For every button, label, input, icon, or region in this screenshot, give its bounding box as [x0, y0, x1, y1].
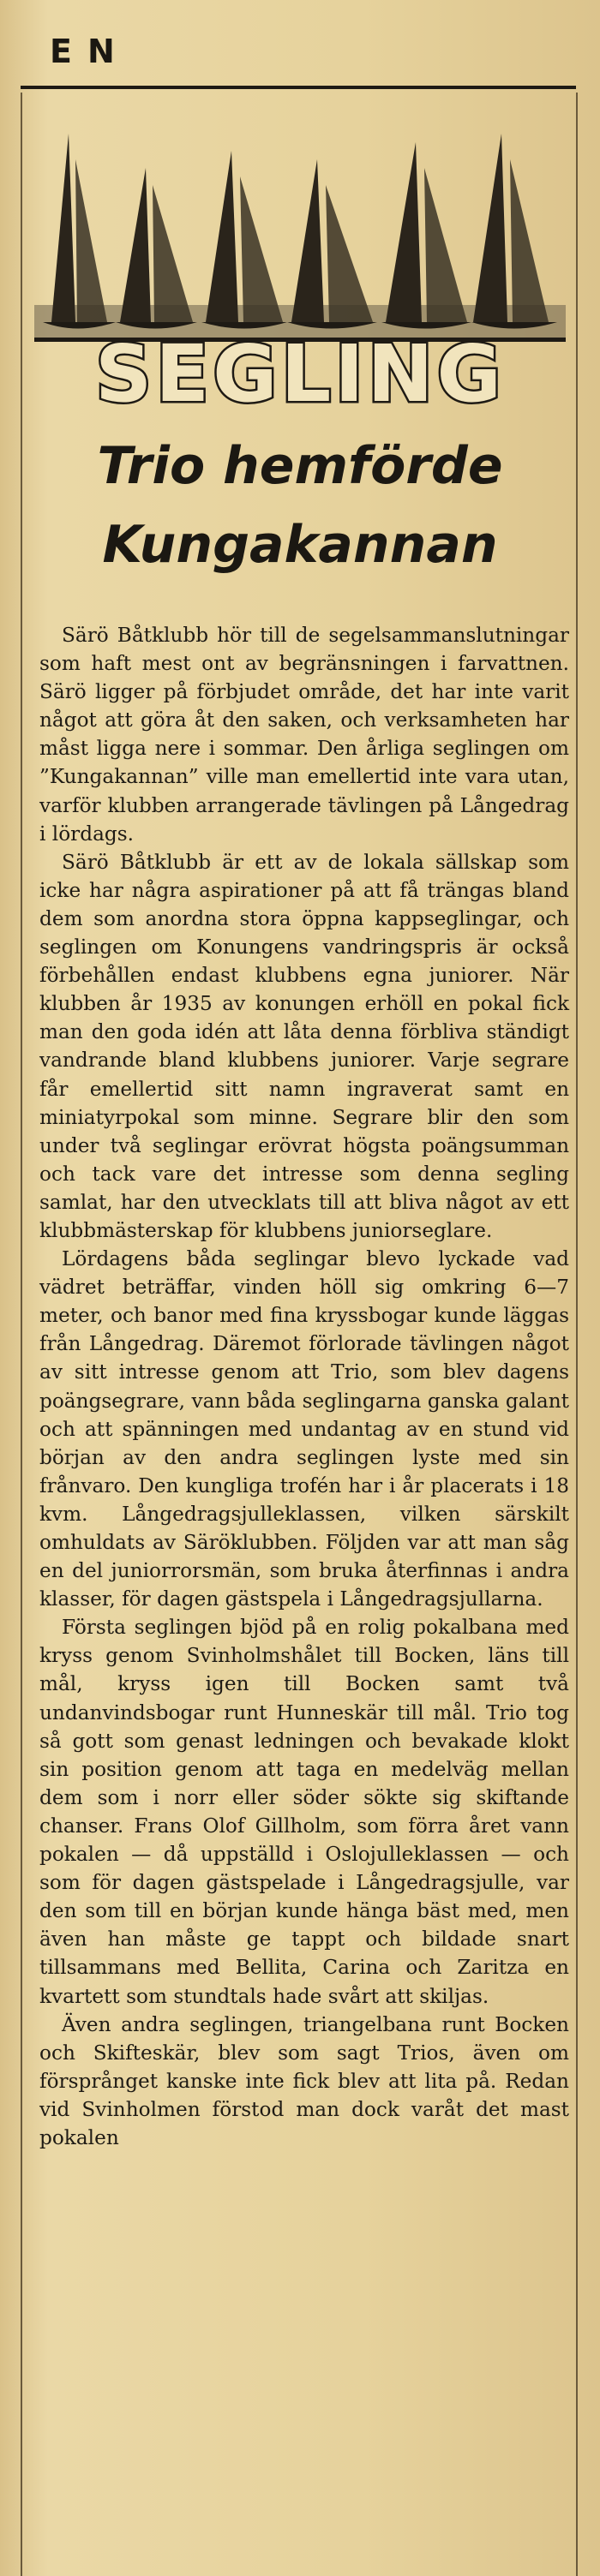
article-paragraph: Särö Båtklubb hör till de segelsammanslutningar som haft mest ont av begränsningen i farvattnen. Särö ligger på förbjudet område, det har inte varit något att göra åt den saken, och verksamheten har måst ligga nere i sommar. Den årliga seglingen om ”Kungakannan” ville man emellertid inte vara utan, varför klubben arrangerade tävlingen på Långedrag i lördags.: [39, 624, 569, 846]
logo-word: SEGLING: [95, 328, 505, 412]
headline-line-1: Trio hemförde: [97, 436, 503, 496]
article-paragraph: Lördagens båda seglingar blevo lyckade vad vädret beträffar, vinden höll sig omkring 6—7 meter, och banor med fina kryssbogar kunde läggas från Långedrag. Däremot förlorade tävlingen något av sitt intresse genom att Trio, som blev dagens poängsegrare, vann båda seglingarna ganska galant och att spänningen med undantag av en stund vid början av den andra seglingen lyste med sin frånvaro. Den kungliga trofén har i år placerats i 18 kvm. Långedragsjulleklassen, vilken särskilt omhuldats av Säröklubben. Följden var att man såg en del juniorrorsmän, som bruka återfinnas i andra klasser, för dagen gästspela i Långedragsjullarna.: [39, 1247, 569, 1611]
top-rule: [21, 86, 576, 89]
article-paragraph: Även andra seglingen, triangelbana runt Bocken och Skifteskär, blev som sagt Trios, även om försprånget kanske inte fick blev att lita på. Redan vid Svinholmen förstod man dock varåt det mast pokalen: [39, 2012, 569, 2149]
section-label: EN: [50, 33, 130, 70]
headline-line-2: Kungakannan: [102, 515, 498, 575]
article-body: [39, 621, 569, 2152]
article-paragraph: Särö Båtklubb är ett av de lokala sällskap som icke har några aspirationer på att få trängas bland dem som anordna stora öppna kappseglingar, och seglingen om Konungens vandringspris är också förbehållen endast klubbens egna juniorer. När klubben år 1935 av konungen erhöll en pokal fick man den goda idén att låta denna förbliva ständigt vandrande bland klubbens juniorer. Varje segrare får emellertid sitt namn ingraverat samt en miniatyrpokal som minne. Segrare blir den som under två seglingar erövrat högsta poängsumman och tack vare det intresse som denna segling samlat, har den utvecklats till att bliva något av ett klubbmästerskap för klubbens juniorseglare.: [39, 850, 569, 1242]
left-column-border: [21, 93, 22, 2576]
right-column-border: [576, 93, 578, 2576]
sailing-logo: [34, 108, 566, 412]
sailboats-icon: [34, 134, 566, 339]
article-paragraph: Första seglingen bjöd på en rolig pokalbana med kryss genom Svinholmshålet till Bocken, läns till mål, kryss igen till Bocken samt två undanvindsbogar runt Hunneskär till mål. Trio tog så gott som genast ledningen och bevakade klokt sin position genom att taga en medelväg mellan dem som i norr eller söder sökte sig skiftande chanser. Frans Olof Gillholm, som förra året vann pokalen — då uppställd i Oslojulleklassen — och som för dagen gästspelade i Långedragsjulle, var den som till en början kunde hänga bäst med, men även han måste ge tappt och bildade snart tillsammans med Bellita, Carina och Zaritza en kvartett som stundtals hade svårt att skiljas.: [39, 1616, 569, 2008]
